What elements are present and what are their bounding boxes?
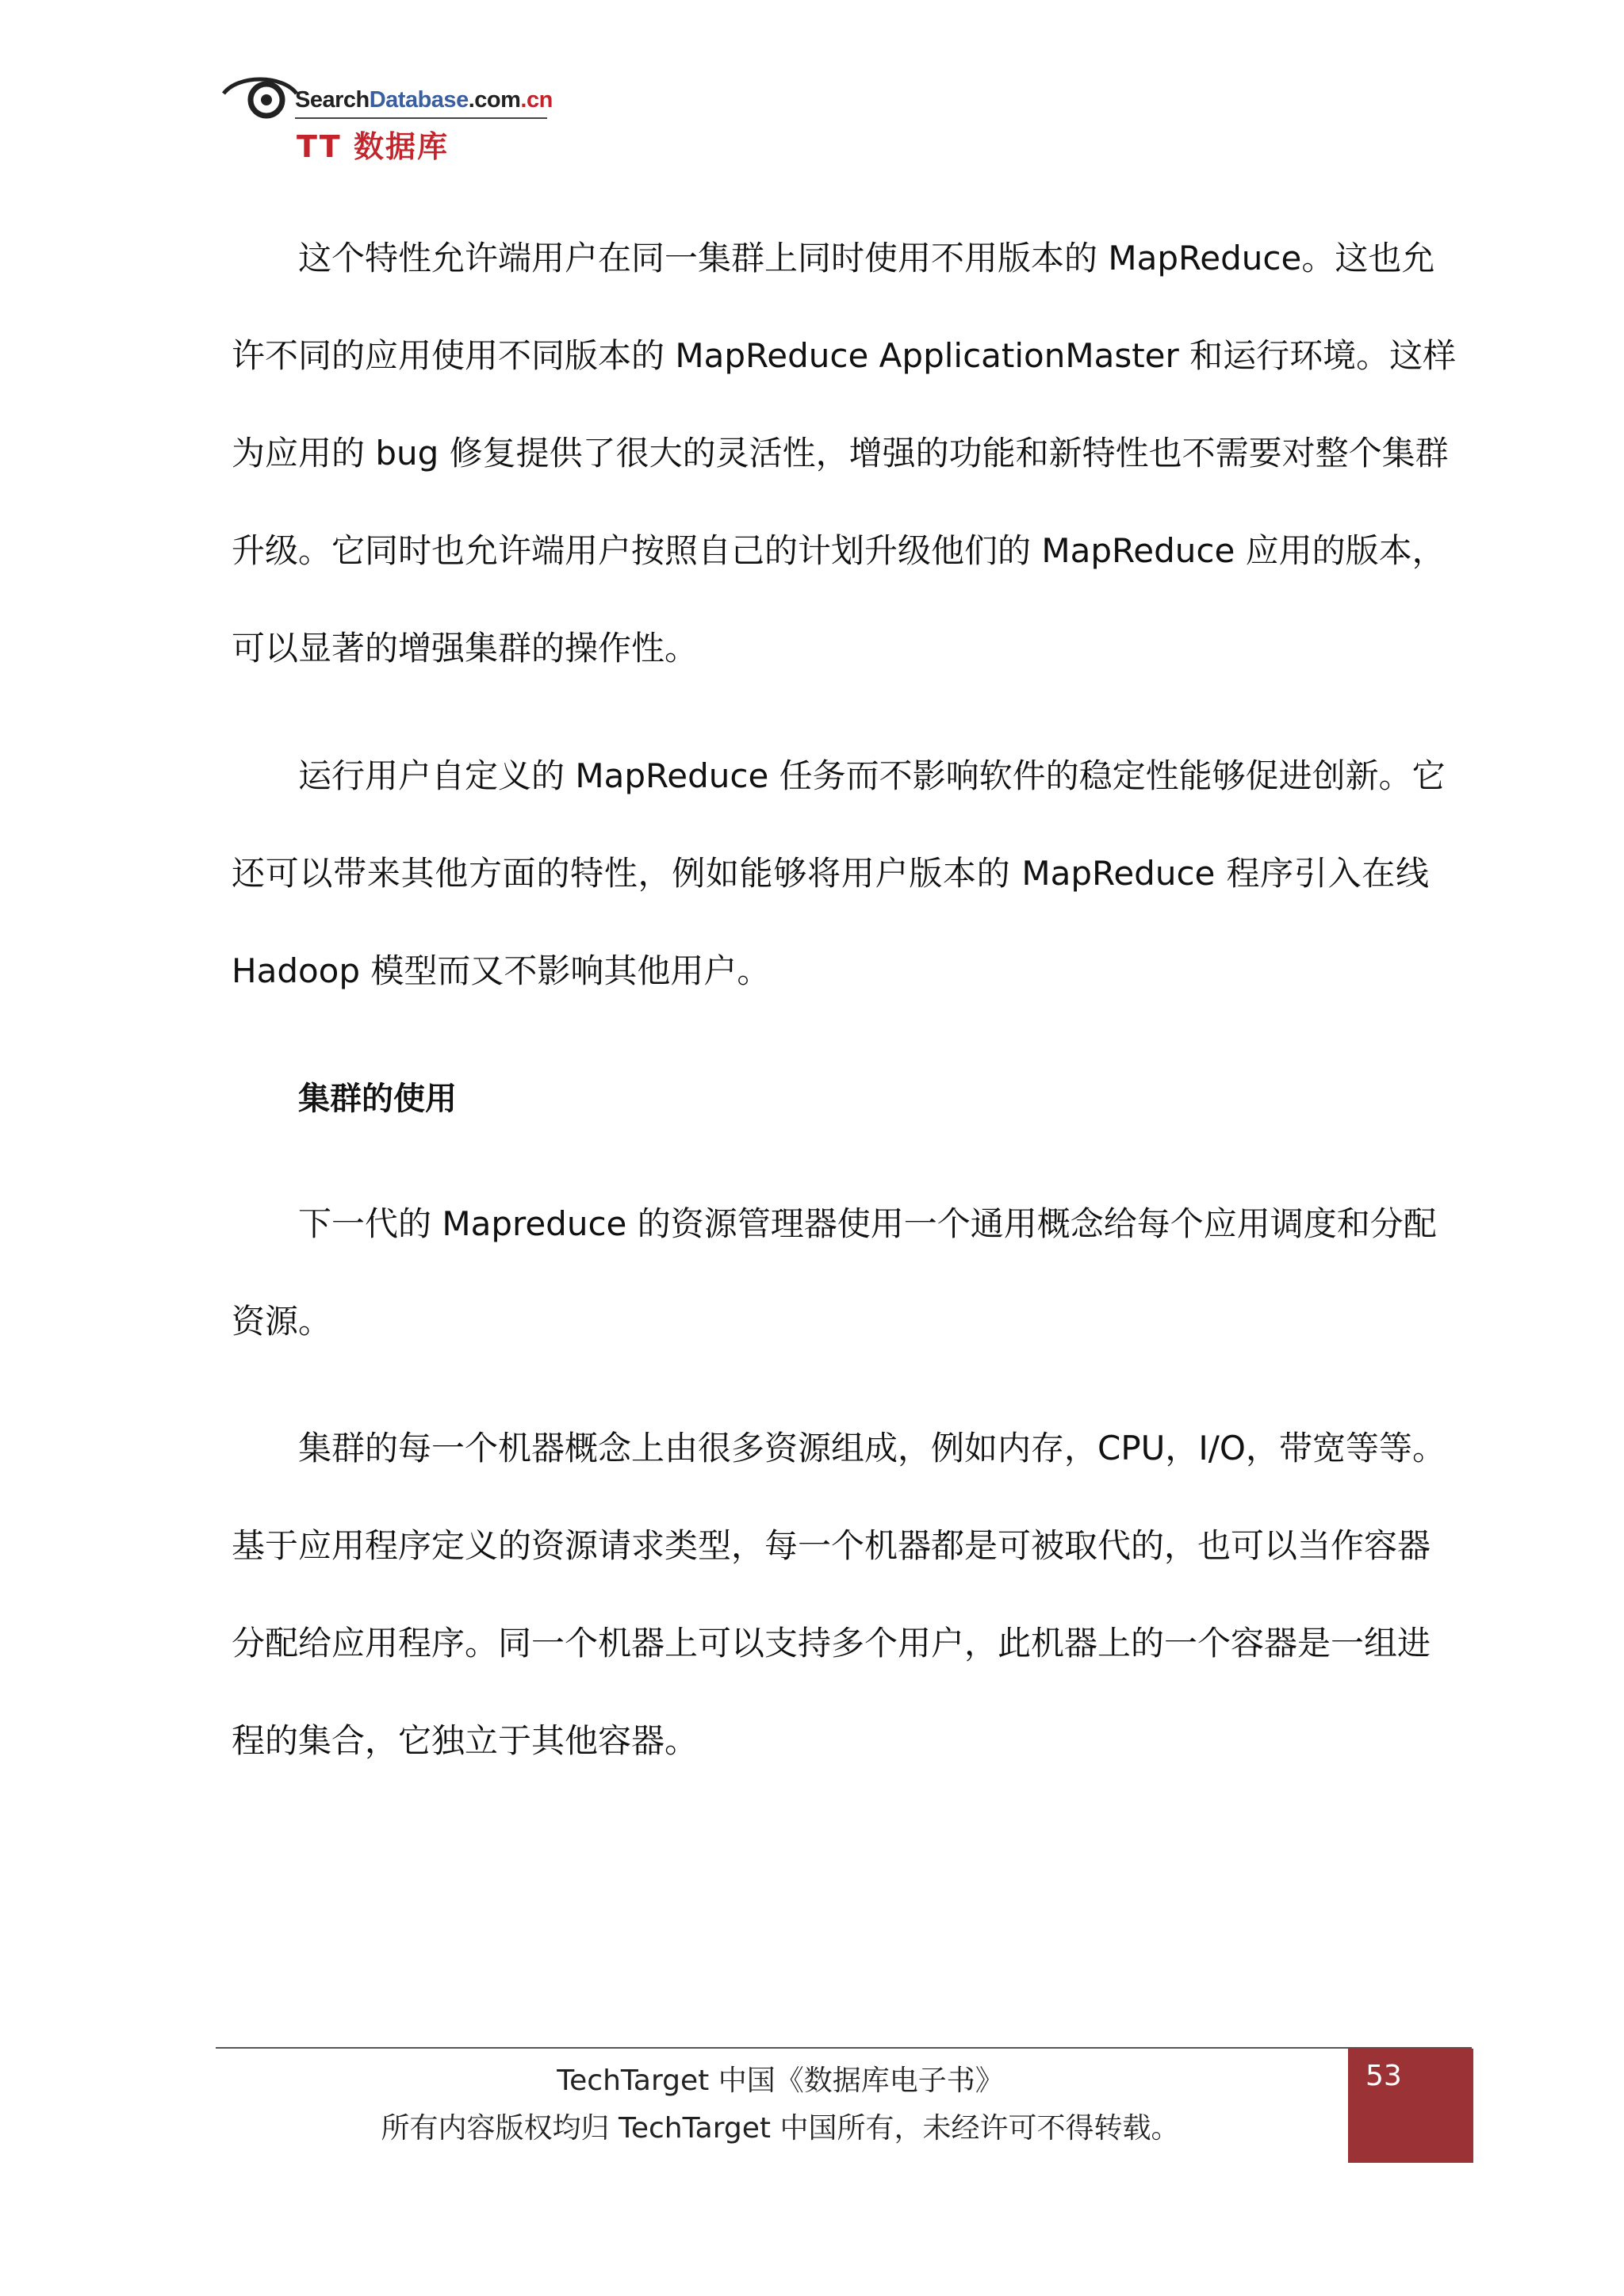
paragraph-1-line-3: 为应用的 bug 修复提供了很大的灵活性，增强的功能和新特性也不需要对整个集群 — [232, 434, 1449, 473]
logo-domain-search: Search — [295, 87, 370, 113]
paragraph-1-line-2: 许不同的应用使用不同版本的 MapReduce ApplicationMaster 和运行环境。这样 — [232, 336, 1457, 375]
logo-domain-com: .com — [468, 87, 521, 113]
paragraph-1-line-1: 这个特性允许端用户在同一集群上同时使用不用版本的 MapReduce。这也允 — [298, 239, 1435, 277]
footer-copyright: 所有内容版权均归 TechTarget 中国所有，未经许可不得转载。 — [381, 2112, 1180, 2145]
footer-divider — [216, 2047, 1472, 2049]
site-logo[interactable] — [222, 70, 555, 165]
paragraph-4-line-1: 集群的每一个机器概念上由很多资源组成，例如内存，CPU，I/O，带宽等等。 — [298, 1429, 1446, 1468]
section-heading: 集群的使用 — [298, 1081, 457, 1117]
paragraph-3-line-2: 资源。 — [232, 1302, 332, 1341]
logo-brand-cn: TT 数据库 — [297, 129, 449, 164]
paragraph-4-line-4: 程的集合，它独立于其他容器。 — [232, 1721, 699, 1760]
paragraph-4-line-3: 分配给应用程序。同一个机器上可以支持多个用户，此机器上的一个容器是一组进 — [232, 1624, 1431, 1663]
paragraph-1-line-5: 可以显著的增强集群的操作性。 — [232, 629, 699, 668]
logo-underline — [295, 117, 547, 119]
footer-publication-title: TechTarget 中国《数据库电子书》 — [557, 2064, 1004, 2097]
paragraph-2-line-3: Hadoop 模型而又不影响其他用户。 — [232, 951, 771, 990]
paragraph-3-line-1: 下一代的 Mapreduce 的资源管理器使用一个通用概念给每个应用调度和分配 — [298, 1204, 1437, 1243]
paragraph-2-line-2: 还可以带来其他方面的特性，例如能够将用户版本的 MapReduce 程序引入在线 — [232, 854, 1429, 893]
page-number: 53 — [1365, 2060, 1402, 2092]
paragraph-2-line-1: 运行用户自定义的 MapReduce 任务而不影响软件的稳定性能够促进创新。它 — [298, 756, 1446, 795]
paragraph-1-line-4: 升级。它同时也允许端用户按照自己的计划升级他们的 MapReduce 应用的版本， — [232, 531, 1446, 570]
eye-logo-icon — [222, 70, 298, 133]
logo-domain-cn: .cn — [520, 87, 553, 113]
page-number-badge — [1348, 2049, 1473, 2163]
paragraph-4-line-2: 基于应用程序定义的资源请求类型，每一个机器都是可被取代的，也可以当作容器 — [232, 1526, 1431, 1565]
logo-domain-text — [295, 87, 553, 113]
logo-domain-database: Database — [369, 87, 469, 113]
